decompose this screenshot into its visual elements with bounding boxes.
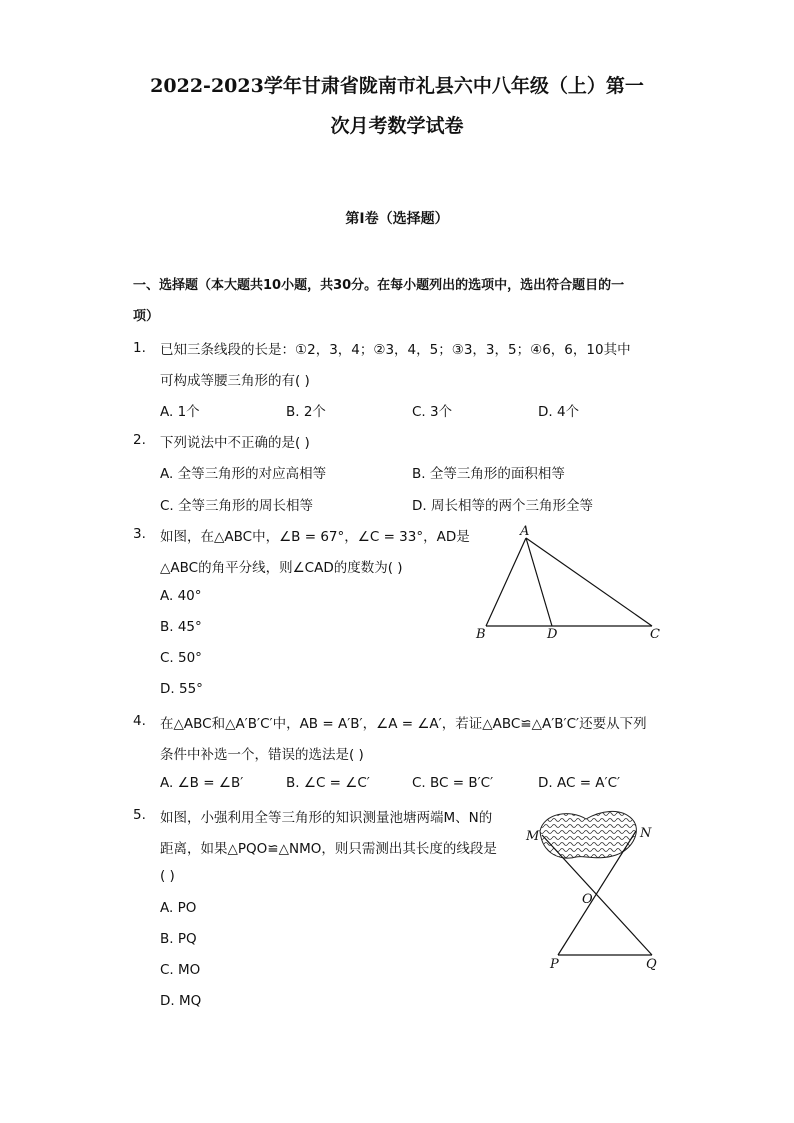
q4-option-a[interactable]: A. ∠B = ∠B′ xyxy=(160,775,244,791)
q5-text-line2: 距离，如果△PQO≌△NMO，则只需测出其长度的线段是 xyxy=(160,841,497,857)
q2-option-a[interactable]: A. 全等三角形的对应高相等 xyxy=(160,466,327,482)
q3-triangle-figure xyxy=(470,520,670,645)
question-number: 3. xyxy=(133,526,146,542)
question-number: 1. xyxy=(133,340,146,356)
vertex-label-b: B xyxy=(476,627,486,642)
q1-option-b[interactable]: B. 2个 xyxy=(286,404,326,420)
vertex-label-d: D xyxy=(547,627,558,642)
q5-option-b[interactable]: B. PQ xyxy=(160,931,197,947)
point-label-m: M xyxy=(526,829,540,844)
q2-option-d[interactable]: D. 周长相等的两个三角形全等 xyxy=(412,498,593,514)
part1-heading-line1: 一、选择题（本大题共10小题，共30分。在每小题列出的选项中，选出符合题目的一 xyxy=(133,278,625,293)
question-number: 5. xyxy=(133,807,146,823)
pond-shape xyxy=(540,811,636,858)
question-number: 4. xyxy=(133,713,146,729)
q4-option-b[interactable]: B. ∠C = ∠C′ xyxy=(286,775,370,791)
bisector-ad xyxy=(526,538,552,626)
q4-text-line2: 条件中补选一个，错误的选法是( ) xyxy=(160,747,364,763)
q2-option-c[interactable]: C. 全等三角形的周长相等 xyxy=(160,498,314,514)
q1-option-a[interactable]: A. 1个 xyxy=(160,404,200,420)
q5-option-a[interactable]: A. PO xyxy=(160,900,197,916)
point-label-q: Q xyxy=(646,957,657,972)
exam-title xyxy=(120,66,674,146)
q5-option-d[interactable]: D. MQ xyxy=(160,993,202,1009)
question-number: 2. xyxy=(133,432,146,448)
section-title: 第I卷（选择题） xyxy=(345,211,449,227)
q1-option-d[interactable]: D. 4个 xyxy=(538,404,580,420)
q4-text-line1: 在△ABC和△A′B′C′中，AB = A′B′，∠A = ∠A′，若证△ABC≌△A′B′C′还要从下列 xyxy=(160,716,647,732)
q3-text-line1: 如图，在△ABC中，∠B = 67°，∠C = 33°，AD是 xyxy=(160,529,470,545)
side-ac xyxy=(526,538,652,626)
q3-option-b[interactable]: B. 45° xyxy=(160,619,202,635)
point-label-o: O xyxy=(582,892,593,907)
q1-text-line1: 已知三条线段的长是：①2，3，4；②3，4，5；③3，3，5；④6，6，10其中 xyxy=(160,342,631,358)
q2-option-b[interactable]: B. 全等三角形的面积相等 xyxy=(412,466,565,482)
q2-text-line1: 下列说法中不正确的是( ) xyxy=(160,435,310,451)
vertex-label-a: A xyxy=(520,524,530,539)
point-label-p: P xyxy=(550,957,559,972)
point-label-n: N xyxy=(640,826,652,841)
q5-text-line3: ( ) xyxy=(160,868,175,884)
q5-pond-figure xyxy=(520,805,670,975)
q3-text-line2: △ABC的角平分线，则∠CAD的度数为( ) xyxy=(160,560,403,576)
q3-option-d[interactable]: D. 55° xyxy=(160,681,203,697)
part1-heading-line2: 项） xyxy=(133,309,160,324)
q1-text-line2: 可构成等腰三角形的有( ) xyxy=(160,373,310,389)
q3-option-c[interactable]: C. 50° xyxy=(160,650,202,666)
q5-text-line1: 如图，小强利用全等三角形的知识测量池塘两端M、N的 xyxy=(160,810,493,826)
q4-option-c[interactable]: C. BC = B′C′ xyxy=(412,775,494,791)
q1-option-c[interactable]: C. 3个 xyxy=(412,404,453,420)
exam-title-line2: 次月考数学试卷 xyxy=(330,115,464,137)
q3-option-a[interactable]: A. 40° xyxy=(160,588,202,604)
q4-option-d[interactable]: D. AC = A′C′ xyxy=(538,775,621,791)
side-ab xyxy=(486,538,526,626)
q5-option-c[interactable]: C. MO xyxy=(160,962,201,978)
exam-title-line1: 2022-2023学年甘肃省陇南市礼县六中八年级（上）第一 xyxy=(150,75,644,97)
vertex-label-c: C xyxy=(650,627,660,642)
